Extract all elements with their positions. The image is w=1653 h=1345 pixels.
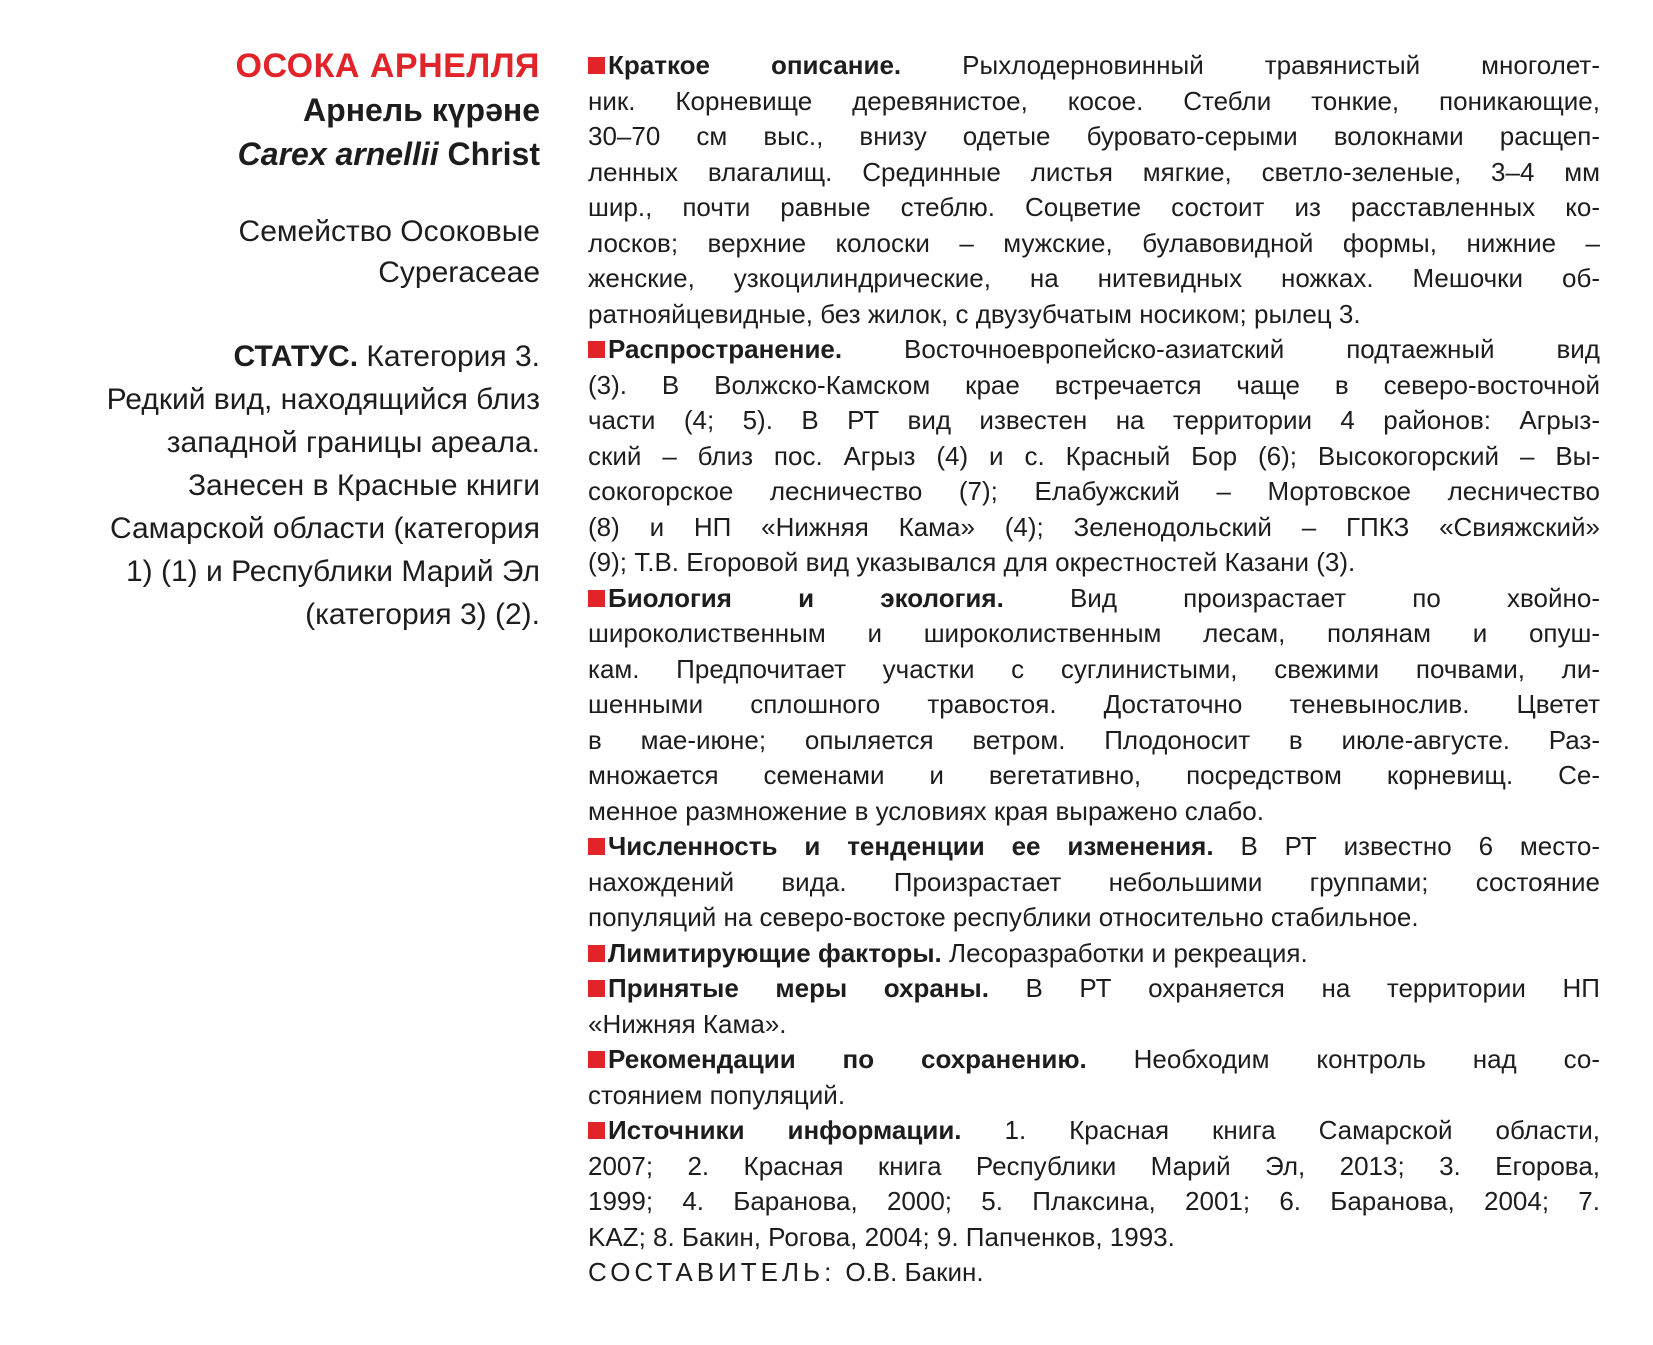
text-line [588,1113,1600,1149]
text-line: (3). В Волжско-Камском крае встречается чаще в северо-восточной [588,369,1600,400]
species-article [588,48,1600,1291]
status-line: 1) (1) и Республики Марий Эл [126,555,540,588]
section-text: 1. Красная книга Самарской области, [1004,1115,1600,1145]
section-bullet-icon [588,980,605,997]
species-header-panel [60,44,540,636]
section-bullet-icon [588,57,605,74]
text-line [588,48,1600,84]
status-line: Самарской области (категория [109,512,540,545]
article-section [588,829,1600,936]
latin-binomial: Carex arnellii [237,136,439,172]
compiler-label: СОСТАВИТЕЛЬ: [588,1257,836,1287]
section-heading: Принятые меры охраны. [608,973,989,1003]
section-text: Необходим контроль над со- [1133,1044,1601,1074]
article-section [588,1113,1600,1255]
status-text: Категория 3. [366,340,540,373]
section-bullet-icon [588,838,605,855]
text-line [588,829,1600,865]
text-line: стоянием популяций. [588,1079,846,1110]
species-title-russian: ОСОКА АРНЕЛЛЯ [235,47,540,85]
text-line: кам. Предпочитает участки с суглинистыми, свежими почвами, ли- [588,653,1600,684]
text-line: в мае-июне; опыляется ветром. Плодоносит в июле-августе. Раз- [588,724,1600,755]
section-bullet-icon [588,1051,605,1068]
status-line: западной границы ареала. [166,426,540,459]
section-bullet-icon [588,945,605,962]
text-line: женские, узкоцилиндрические, на нитевидных ножках. Мешочки об- [588,263,1600,293]
section-text: В РТ известно 6 место- [1240,831,1600,861]
section-text: В РТ охраняется на территории НП [1025,973,1600,1003]
text-line: KAZ; 8. Бакин, Рогова, 2004; 9. Папченков, 1993. [588,1221,1175,1252]
text-line: шенными сплошного травостоя. Достаточно теневынослив. Цветет [588,689,1600,719]
section-text: Лесоразработки и рекреация. [949,937,1308,968]
status-line [60,335,540,378]
text-line: (8) и НП «Нижняя Кама» (4); Зеленодольский – ГПКЗ «Свияжский» [588,511,1600,542]
article-sections [588,48,1600,1255]
text-line [588,971,1600,1007]
species-title-tatar: Арнель күрәне [303,92,540,128]
status-block [60,335,540,636]
article-section [588,971,1600,1042]
section-heading: Рекомендации по сохранению. [608,1044,1087,1074]
text-line: 30–70 см выс., внизу одетые буровато-серыми волокнами расщеп- [588,121,1600,151]
species-title-latin [60,132,540,176]
section-heading: Биология и экология. [608,582,1004,613]
text-line: лосков; верхние колоски – мужские, булавовидной формы, нижние – [588,227,1600,258]
article-section [588,1042,1600,1113]
family-block [60,211,540,293]
compiler-line [588,1255,1600,1291]
section-heading: Распространение. [608,334,843,364]
text-line: ратнояйцевидные, без жилок, с двузубчатым носиком; рылец 3. [588,298,1361,329]
family-russian: Семейство Осоковые [238,215,540,248]
section-text: Вид произрастает по хвойно- [1069,582,1600,613]
text-line: менное размножение в условиях края выражено слабо. [588,795,1264,826]
latin-author: Christ [447,136,540,172]
section-heading: Лимитирующие факторы. [608,937,942,968]
status-lines [60,378,540,636]
section-text: Восточноевропейско-азиатский подтаежный вид [904,334,1600,364]
article-section [588,48,1600,332]
section-bullet-icon [588,1122,605,1139]
section-heading: Краткое описание. [608,50,902,80]
text-line: 2007; 2. Красная книга Республики Марий Эл, 2013; 3. Егорова, [588,1150,1600,1181]
text-line: шир., почти равные стеблю. Соцветие состоит из расставленных ко- [588,192,1600,222]
status-line: Редкий вид, находящийся близ [106,383,540,416]
status-label: СТАТУС. [233,340,359,373]
family-latin: Cyperaceae [378,256,540,289]
text-line: нахождений вида. Произрастает небольшими группами; состояние [588,866,1600,897]
section-text: Рыхлодерновинный травянистый многолет- [962,50,1600,80]
article-section [588,936,1600,972]
compiler-value: О.В. Бакин. [845,1257,984,1287]
status-line: (категория 3) (2). [305,598,540,631]
section-heading: Источники информации. [608,1115,962,1145]
text-line: популяций на северо-востоке республики относительно стабильное. [588,902,1419,932]
text-line: ский – близ пос. Агрыз (4) и с. Красный Бор (6); Высокогорский – Вы- [588,440,1600,471]
section-bullet-icon [588,341,605,358]
text-line: сокогорское лесничество (7); Елабужский – Мортовское лесничество [588,476,1600,506]
text-line: (9); Т.В. Егоровой вид указывался для окрестностей Казани (3). [588,547,1356,577]
article-section [588,581,1600,830]
text-line [588,1042,1600,1078]
text-line: 1999; 4. Баранова, 2000; 5. Плаксина, 2001; 6. Баранова, 2004; 7. [588,1186,1600,1216]
text-line: ник. Корневище деревянистое, косое. Стебли тонкие, поникающие, [588,85,1600,116]
text-line: части (4; 5). В РТ вид известен на территории 4 районов: Агрыз- [588,405,1600,435]
text-line [588,936,1600,972]
text-line [588,332,1600,368]
section-bullet-icon [588,590,605,607]
article-section [588,332,1600,581]
text-line: широколиственным и широколиственным лесам, полянам и опуш- [588,618,1600,648]
status-line: Занесен в Красные книги [187,469,540,502]
text-line: ленных влагалищ. Срединные листья мягкие, светло-зеленые, 3–4 мм [588,156,1600,187]
section-heading: Численность и тенденции ее изменения. [608,831,1214,861]
text-line [588,581,1600,617]
text-line: множается семенами и вегетативно, посредством корневищ. Се- [588,760,1600,790]
text-line: «Нижняя Кама». [588,1008,787,1039]
